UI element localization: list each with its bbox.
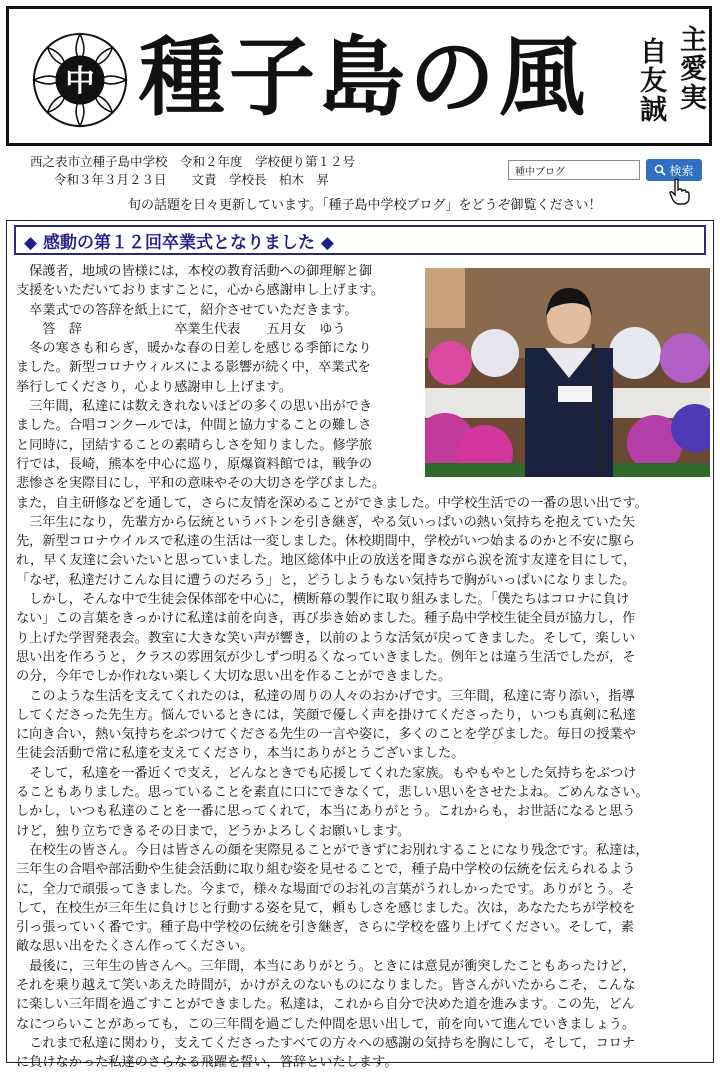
article-line: しかし，いつも私達のことを一番に思ってくれて，本当にありがとう。これからも，お世話になると思う xyxy=(16,804,636,820)
article-line: 保護者，地域の皆様には，本校の教育活動への御理解と御 xyxy=(16,264,373,279)
article-line: ました。合唱コンクールでは，仲間と協力することの難しさ xyxy=(16,418,372,434)
article-body xyxy=(16,262,708,1072)
newsletter-title: 種子島の風 xyxy=(139,27,589,128)
article-line: 引っ張っていく番です。種子島中学校の伝統を引き継ぎ，さらに学校を盛り上げてください。そして，素 xyxy=(16,920,634,936)
article-line: に楽しい三年間を過ごすことができました。私達は，これから自分で決めた道を進みます。この先，どん xyxy=(16,997,635,1013)
article-line: しかし，そんな中で生徒会保体部を中心に，横断幕の製作に取り組みました。「僕たちはコロナに負け xyxy=(16,592,630,608)
article-line: と同時に，団結することの素晴らしさを知りました。修学旅 xyxy=(16,437,373,453)
article-line: 三年生になり，先輩方から伝統というバトンを引き継ぎ，やる気いっぱいの熱い気持ちを抱えていた矢 xyxy=(16,514,636,530)
article-line: このような生活を支えてくれたのは，私達の周りの人々のおかげです。三年間，私達に寄り添い，指導 xyxy=(16,688,635,704)
school-emblem-icon xyxy=(31,31,129,129)
masthead xyxy=(6,6,712,146)
magnifier-icon xyxy=(654,164,666,176)
article-line: 三年生の合唱や部活動や生徒会活動に取り組む姿を見せることで，種子島中学校の伝統を伝えられるよう xyxy=(16,862,636,878)
article-line: 先，新型コロナウイルスで私達の生活は一変しました。休校期間中，学校がいつ始まるのかと不安に駆ら xyxy=(16,534,636,550)
article-line: それを乗り越えて笑いあえた時間が，かけがえのないものになりました。皆さんがいたからこそ，こんな xyxy=(16,977,636,993)
article-line: 冬の寒さも和らぎ，暖かな春の日差しを感じる季節になり xyxy=(16,341,372,357)
article-line: けど，独り立ちできるその日まで，どうかよろしくお願いします。 xyxy=(16,823,411,839)
motto-right: 主愛実 xyxy=(675,25,706,112)
article-line: 行では，長崎，熊本を中心に巡り，原爆資料館では，戦争の xyxy=(16,456,373,472)
article-line: 生徒会活動で常に私達を支えてくださり，本当にありがとうございました。 xyxy=(16,746,465,762)
article-line: 敵な思い出をたくさん作ってください。 xyxy=(16,939,254,955)
article-line: ました。新型コロナウィルスによる影響が続く中，卒業式を xyxy=(16,360,371,376)
article-line: ることもありました。思っていることを素直に口にできなくて，悲しい思いをさせたよね。ごめんなさい。 xyxy=(16,785,649,801)
article-line: れ，早く友達に会いたいと思っていました。地区総体中止の放送を聞きながら涙を流す友達を目にして， xyxy=(16,553,637,569)
search-input[interactable]: 種中ブログ xyxy=(508,160,640,180)
article-line: 支援をいただいておりますことに，心から感謝申し上げます。 xyxy=(16,283,385,299)
article-line: 思い出を作ろうと，クラスの雰囲気が少しずつ明るくなっていきました。例年とは違う生活でしたが，そ xyxy=(16,649,636,665)
article-line: なにつらいことがあっても，この三年間を過ごした仲間を思い出して，前を向いて進んでいきましょう。 xyxy=(16,1016,636,1032)
hand-pointer-icon xyxy=(668,178,690,206)
article-line: 在校生の皆さん。今日は皆さんの顔を実際見ることができずにお別れすることになり残念です。私達は， xyxy=(16,842,649,858)
article-line: 卒業式での答辞を紙上にて，紹介させていただきます。 xyxy=(16,302,358,318)
article-line: 答 辞 卒業生代表 五月女 ゆう xyxy=(16,321,346,337)
date-author: 令和３年３月２３日 文責 学校長 柏木 昇 xyxy=(54,172,330,187)
emblem-character: 中 xyxy=(65,63,95,98)
article-line: また，自主研修などを通して，さらに友情を深めることができました。中学校生活での一番の思い出です。 xyxy=(16,495,648,511)
blog-note: 旬の話題を日々更新しています。「種子島中学校ブログ」をどうぞ御覧ください！ xyxy=(128,198,602,213)
article-line: 三年間，私達には数えきれないほどの多くの思い出ができ xyxy=(16,399,373,415)
article-line: して，在校生が三年生に負けじと行動する姿を見て，頼もしさを感じました。次は，あなたたちが学校を xyxy=(16,900,636,916)
article-line: これまで私達に関わり，支えてくださったすべての方々への感謝の気持ちを胸にして，そして，コロナ xyxy=(16,1035,636,1051)
issue-info: 西之表市立種子島中学校 令和２年度 学校便り第１２号 xyxy=(30,154,356,169)
article-line: の分，今年でしか作れない楽しく大切な思い出を作ることができました。 xyxy=(16,669,452,685)
article-line: してくださった先生方。悩んでいるときには，笑顔で優しく声を掛けてくださったり，いつも真剣に私達 xyxy=(16,707,636,723)
article-line: に向き合い，熱い気持ちをぶつけてくださる先生の一言や姿に，多くのことを学びました。毎日の授業や xyxy=(16,727,636,743)
article-line: ない」この言葉をきっかけに私達は前を向き，再び歩き始めました。種子島中学校生徒全員が協力し，作 xyxy=(16,611,636,627)
article-line: 悲惨さを実際目にし，平和の意味やその大切さを学びました。 xyxy=(16,476,386,492)
article-line: 最後に，三年生の皆さんへ。三年間，本当にありがとう。ときには意見が衝突したこともあったけど， xyxy=(16,958,636,974)
search-button-label: 検索 xyxy=(669,163,694,178)
article-line: 「なぜ，私達だけこんな目に遭うのだろう」と，どうしようもない気持ちで胸がいっぱいになりました。 xyxy=(16,572,636,588)
article-line: そして，私達を一番近くで支え，どんなときでも応援してくれた家族。もやもやとした気持ちをぶつけ xyxy=(16,765,637,781)
article-headline: ◆ 感動の第１２回卒業式となりました ◆ xyxy=(14,225,706,255)
article-line: り上げた学習発表会。教室に大きな笑い声が響き，以前のような活気が戻ってきました。そして，楽しい xyxy=(16,630,636,646)
article-line: に，全力で頑張ってきました。今まで，様々な場面でのお礼の言葉がうれしかったです。ありがとう。そ xyxy=(16,881,635,897)
article-line: 挙行してくださり，心より感謝申し上げます。 xyxy=(16,379,292,395)
article-line: に負けなかった私達のさらなる飛躍を誓い，答辞といたします。 xyxy=(16,1055,398,1071)
motto-left: 自友誠 xyxy=(635,37,666,124)
